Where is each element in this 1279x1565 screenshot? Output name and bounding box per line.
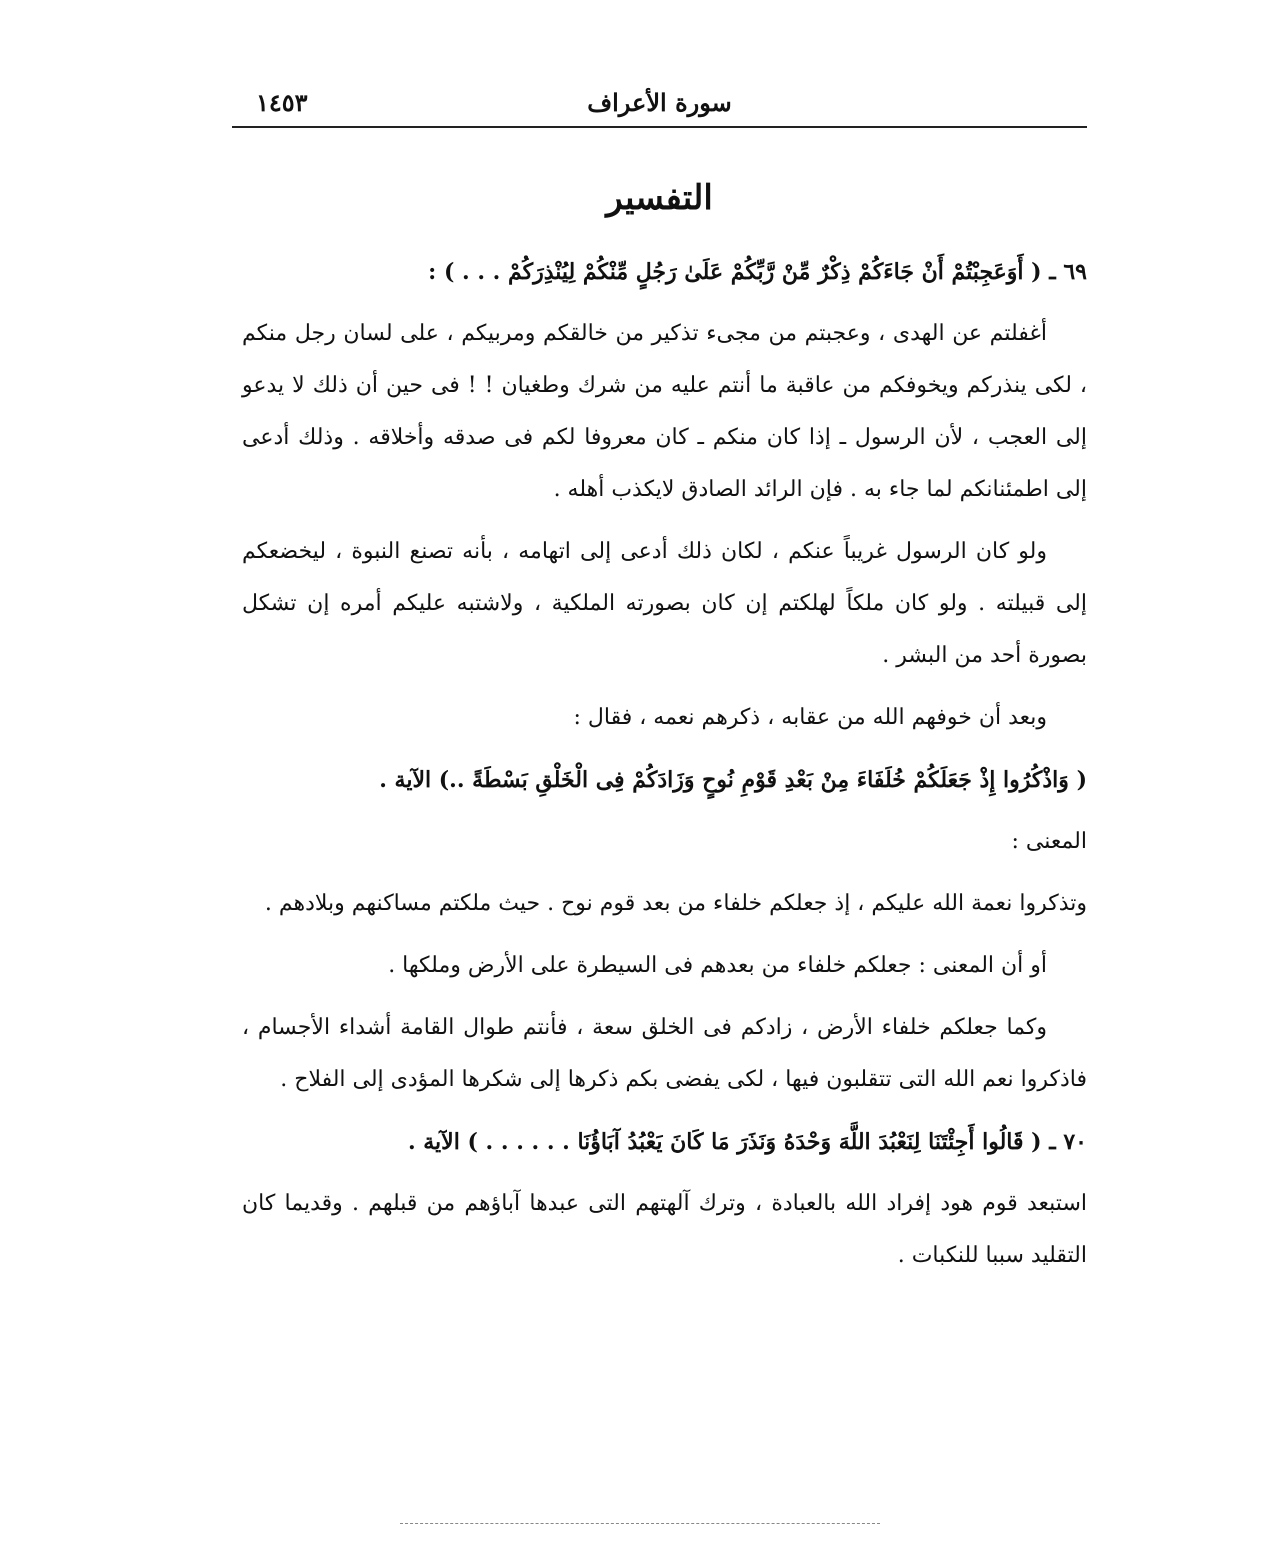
meaning-label: المعنى : [1011, 829, 1087, 854]
verse-quote: ( وَاذْكُرُوا إِذْ جَعَلَكُمْ خُلَفَاءَ مِنْ بَعْدِ قَوْمِ نُوحٍ وَزَادَكُمْ فِى الْخَلْقِ بَسْطَةً ..) الآية . [379, 767, 1087, 793]
running-title: سورة الأعراف [587, 88, 732, 117]
verse-70: ٧٠ ـ ( قَالُوا أَجِئْتَنَا لِنَعْبُدَ اللَّهَ وَحْدَهُ وَنَذَرَ مَا كَانَ يَعْبُدُ آبَاؤُنَا . . . . . . ) الآية . [407, 1129, 1087, 1155]
paragraph: وكما جعلكم خلفاء الأرض ، زادكم فى الخلق سعة ، فأنتم طوال القامة أشداء الأجسام ، فاذكروا نعم الله التى تتقلبون فيها ، لكى يفضى بكم ذكرها إلى شكرها المؤدى إلى الفلاح . [242, 1015, 1087, 1092]
page-number: ١٤٥٣ [256, 88, 308, 117]
paragraph: أغفلتم عن الهدى ، وعجبتم من مجىء تذكير من خالقكم ومربيكم ، على لسان رجل منكم ، لكى ينذركم ويخوفكم من عاقبة ما أنتم عليه من شرك وطغيان ! ! فى حين أن ذلك لا يدعو إلى العجب ، لأن الرسول ـ إذا كان منكم ـ كان معروفا لكم فى صدقه وأخلاقه . وذلك أدعى إلى اطمئنانكم لما جاء به . فإن الرائد الصادق لايكذب أهله . [242, 321, 1087, 502]
section-title: التفسير [606, 178, 713, 218]
paragraph: وبعد أن خوفهم الله من عقابه ، ذكرهم نعمه ، فقال : [573, 705, 1047, 730]
page-bottom-rule [400, 1523, 880, 1524]
page-header [232, 80, 1087, 128]
paragraph: ولو كان الرسول غريباً عنكم ، لكان ذلك أدعى إلى اتهامه ، بأنه تصنع النبوة ، ليخضعكم إلى قبيلته . ولو كان ملكاً لهلكتم إن كان بصورته الملكية ، ولاشتبه عليكم أمره إن تشكل بصورة أحد من البشر . [242, 539, 1087, 668]
verse-69: ٦٩ ـ ( أَوَعَجِبْتُمْ أَنْ جَاءَكُمْ ذِكْرٌ مِّنْ رَّبِّكُمْ عَلَىٰ رَجُلٍ مِّنْكُمْ لِيُنْذِرَكُمْ . . . ) : [428, 259, 1087, 285]
paragraph: وتذكروا نعمة الله عليكم ، إذ جعلكم خلفاء من بعد قوم نوح . حيث ملكتم مساكنهم وبلادهم . [264, 891, 1087, 916]
body-text [242, 246, 1087, 1292]
paragraph: أو أن المعنى : جعلكم خلفاء من بعدهم فى السيطرة على الأرض وملكها . [388, 953, 1047, 978]
paragraph: استبعد قوم هود إفراد الله بالعبادة ، وترك آلهتهم التى عبدها آباؤهم من قبلهم . وقديما كان التقليد سببا للنكبات . [242, 1191, 1087, 1268]
